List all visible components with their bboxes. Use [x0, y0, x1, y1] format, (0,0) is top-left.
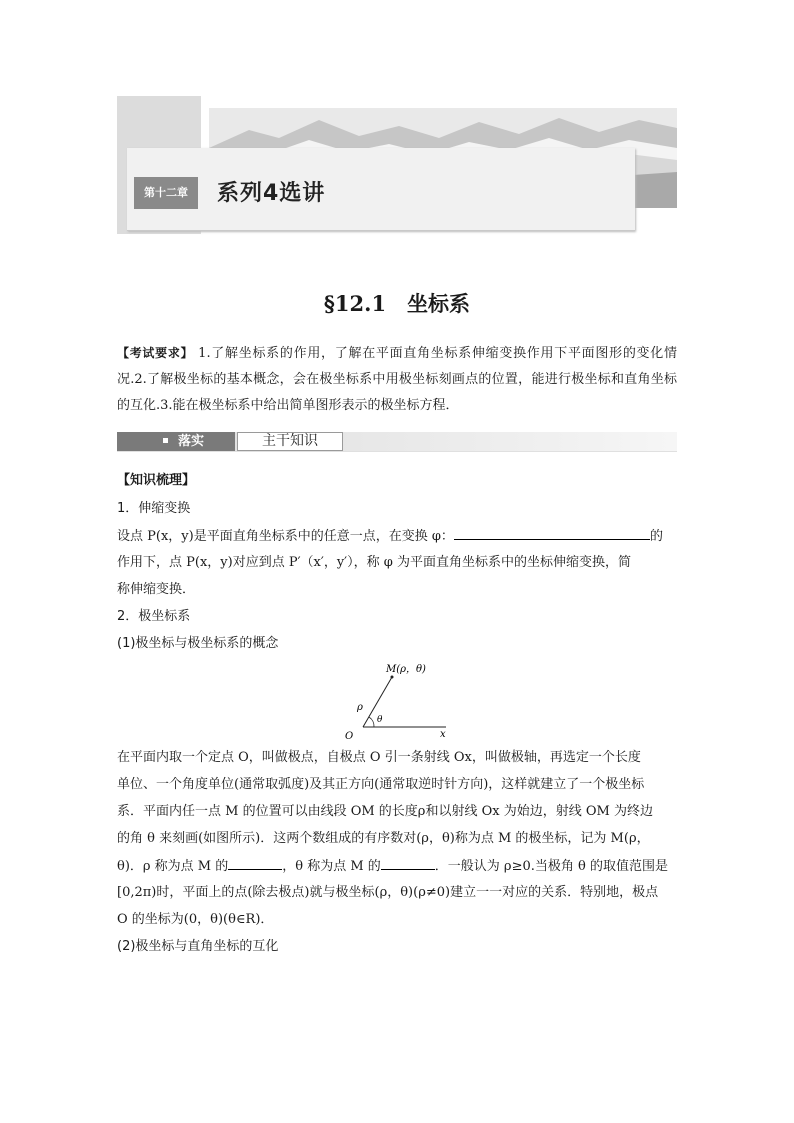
- exam-text: 1.了解坐标系的作用，了解在平面直角坐标系伸缩变换作用下平面图形的变化情况.2.了解极坐标的基本概念，会在极坐标系中用极坐标刻画点的位置，能进行极坐标和直角坐标的互化.3.能在极坐标系中给出简单图形表示的极坐标方程．: [117, 346, 677, 413]
- polar-coordinate-figure: [340, 660, 460, 740]
- chapter-title: 系列4选讲: [217, 181, 326, 206]
- chapter-banner: [117, 96, 677, 236]
- polar-line-6: [0,2π)时，平面上的点(除去极点)就与极坐标(ρ，θ)(ρ≠0)建立一一对应的关系．特别地，极点: [117, 885, 659, 900]
- polar-line-5: [117, 857, 668, 876]
- exam-requirements: [117, 340, 677, 419]
- polar-line-4: 的角 θ 来刻画(如图所示)．这两个数组成的有序数对(ρ，θ)称为点 M 的极坐标，记为 M(ρ，: [117, 831, 650, 846]
- knowledge-tag: 【知识梳理】: [117, 473, 196, 488]
- polar-line-1: 在平面内取一个定点 O，叫做极点，自极点 O 引一条射线 Ox，叫做极轴，再选定一个长度: [117, 750, 641, 765]
- axis-label: x: [440, 729, 446, 740]
- square-bullet-icon: [163, 438, 168, 443]
- section-bar: [117, 432, 677, 452]
- chapter-badge: 第十二章: [134, 177, 198, 209]
- point-label: M(ρ，θ): [386, 664, 426, 675]
- exam-tag: 【考试要求】: [117, 346, 194, 360]
- polar-text-a: θ)．ρ 称为点 M 的: [117, 859, 229, 874]
- stretch-line-3: 称伸缩变换．: [117, 582, 196, 597]
- section-title: §12.1 坐标系: [323, 291, 471, 316]
- subheading-conversion: (2)极坐标与直角坐标的互化: [117, 939, 279, 954]
- origin-label: O: [345, 731, 354, 740]
- stretch-line-1: [117, 527, 663, 546]
- stretch-line-2: 作用下，点 P(x，y)对应到点 P′（x′，y′），称 φ 为平面直角坐标系中的坐标伸缩变换，简: [117, 555, 631, 570]
- polar-line-7: O 的坐标为(0，θ)(θ∈R)．: [117, 912, 274, 927]
- polar-text-b: ，θ 称为点 M 的: [282, 859, 381, 874]
- theta-label: θ: [377, 715, 383, 725]
- polar-text-c: ．一般认为 ρ≥0.当极角 θ 的取值范围是: [434, 859, 668, 874]
- stretch-text-a: 设点 P(x，y)是平面直角坐标系中的任意一点，在变换 φ：: [117, 529, 454, 544]
- answer-blank-theta: [381, 857, 435, 870]
- rho-label: ρ: [357, 702, 363, 713]
- answer-blank-rho: [228, 857, 282, 870]
- answer-blank: [454, 527, 650, 540]
- heading-polar: 2．极坐标系: [117, 609, 191, 624]
- banner-title-panel: [127, 148, 635, 231]
- polar-line-3: 系．平面内任一点 M 的位置可以由线段 OM 的长度ρ和以射线 Ox 为始边，射线 OM 为终边: [117, 804, 653, 819]
- heading-stretch: 1．伸缩变换: [117, 501, 191, 516]
- subheading-polar-concept: (1)极坐标与极坐标系的概念: [117, 636, 279, 651]
- stretch-text-b: 的: [649, 529, 663, 544]
- bar-dark-label: 落实: [178, 434, 205, 449]
- bar-dark-segment: [117, 432, 235, 451]
- polar-line-2: 单位、一个角度单位(通常取弧度)及其正方向(通常取逆时针方向)，这样就建立了一个极坐标: [117, 777, 645, 792]
- bar-light-label: 主干知识: [237, 432, 343, 451]
